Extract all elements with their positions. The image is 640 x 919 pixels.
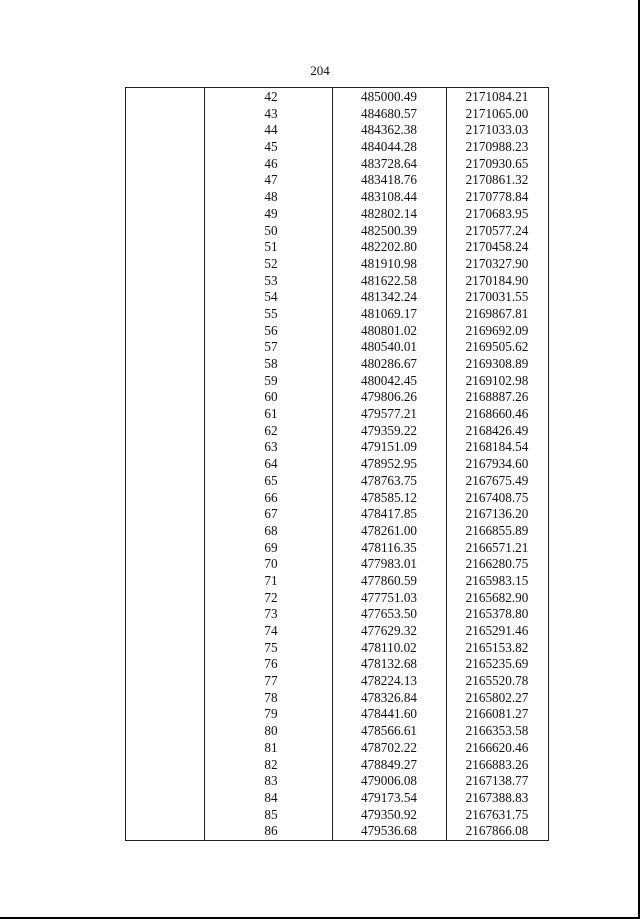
x-coordinate: 479359.22: [360, 422, 418, 438]
point-number: 79: [264, 706, 278, 722]
y-coordinate: 2167866.08: [465, 823, 529, 839]
point-number: 46: [264, 155, 278, 171]
x-coordinate: 482500.39: [360, 222, 418, 238]
table-row: [126, 439, 548, 456]
x-coordinate: 478585.12: [360, 489, 418, 505]
y-coordinate: 2170184.90: [465, 272, 529, 288]
y-coordinate: 2167675.49: [465, 472, 529, 488]
coordinates-table: [125, 87, 549, 841]
y-coordinate: 2169308.89: [465, 356, 529, 371]
point-number: 75: [264, 639, 278, 655]
table-row: [126, 640, 548, 657]
y-coordinate: 2167408.75: [465, 489, 529, 505]
x-coordinate: 478224.13: [360, 673, 418, 689]
point-number: 64: [264, 456, 278, 472]
table-row: [126, 706, 548, 723]
y-coordinate: 2168184.54: [465, 439, 529, 455]
page-number: 204: [310, 63, 330, 78]
table-row: [126, 89, 548, 106]
table-row: [126, 807, 548, 824]
point-number: 66: [264, 489, 278, 505]
y-coordinate: 2168660.46: [465, 406, 529, 422]
y-coordinate: 2165235.69: [465, 656, 529, 672]
table-row: [126, 656, 548, 673]
y-coordinate: 2170778.84: [465, 189, 529, 205]
point-number: 61: [264, 406, 278, 422]
x-coordinate: 479173.54: [360, 789, 418, 805]
x-coordinate: 478417.85: [360, 506, 418, 522]
y-coordinate: 2169102.98: [465, 372, 529, 388]
table-row: [126, 273, 548, 290]
table-row: [126, 573, 548, 590]
point-number: 83: [264, 773, 278, 789]
y-coordinate: 2171033.03: [465, 122, 529, 138]
table-row: [126, 356, 548, 373]
y-coordinate: 2167388.83: [465, 789, 529, 805]
x-coordinate: 484680.57: [360, 105, 418, 121]
table-row: [126, 339, 548, 356]
y-coordinate: 2169867.81: [465, 305, 529, 321]
point-number: 58: [264, 356, 278, 371]
y-coordinate: 2170327.90: [465, 255, 529, 271]
point-number: 80: [264, 723, 278, 739]
y-coordinate: 2166571.21: [465, 539, 529, 555]
table-row: [126, 289, 548, 306]
y-coordinate: 2165520.78: [465, 673, 529, 689]
y-coordinate: 2165682.90: [465, 589, 529, 605]
y-coordinate: 2167631.75: [465, 806, 529, 822]
point-number: 65: [264, 472, 278, 488]
x-coordinate: 482202.80: [360, 239, 418, 255]
point-number: 73: [264, 606, 278, 622]
table-row: [126, 590, 548, 607]
y-coordinate: 2168426.49: [465, 422, 529, 438]
point-number: 68: [264, 522, 278, 538]
table-row: [126, 556, 548, 573]
point-number: 77: [264, 673, 278, 689]
y-coordinate: 2166353.58: [465, 723, 529, 739]
table-row: [126, 189, 548, 206]
x-coordinate: 484362.38: [360, 122, 418, 138]
x-coordinate: 477983.01: [360, 556, 418, 572]
y-coordinate: 2165153.82: [465, 639, 529, 655]
table-row: [126, 172, 548, 189]
x-coordinate: 481622.58: [360, 272, 418, 288]
x-coordinate: 477653.50: [360, 606, 418, 622]
y-coordinate: 2170031.55: [465, 289, 529, 305]
y-coordinate: 2165983.15: [465, 572, 529, 588]
y-coordinate: 2170930.65: [465, 155, 529, 171]
table-row: [126, 373, 548, 390]
point-number: 85: [264, 806, 278, 822]
table-row: [126, 323, 548, 340]
y-coordinate: 2167934.60: [465, 456, 529, 472]
table-row: [126, 757, 548, 774]
point-number: 76: [264, 656, 278, 672]
table-row: [126, 306, 548, 323]
point-number: 78: [264, 689, 278, 705]
x-coordinate: 479577.21: [360, 406, 418, 422]
x-coordinate: 483108.44: [360, 189, 418, 205]
x-coordinate: 478110.02: [361, 639, 417, 655]
point-number: 84: [264, 789, 278, 805]
table-row: [126, 540, 548, 557]
x-coordinate: 478702.22: [360, 739, 418, 755]
point-number: 81: [264, 739, 278, 755]
x-coordinate: 478326.84: [360, 689, 418, 705]
x-coordinate: 480286.67: [360, 356, 418, 371]
y-coordinate: 2167138.77: [465, 773, 529, 789]
y-coordinate: 2166855.89: [465, 522, 529, 538]
x-coordinate: 481069.17: [360, 305, 418, 321]
table-row: [126, 256, 548, 273]
x-coordinate: 481342.24: [360, 289, 418, 305]
table-row: [126, 239, 548, 256]
point-number: 45: [264, 139, 278, 155]
point-number: 47: [264, 172, 278, 188]
point-number: 48: [264, 189, 278, 205]
x-coordinate: 485000.49: [360, 89, 418, 104]
table-row: [126, 406, 548, 423]
point-number: 67: [264, 506, 278, 522]
point-number: 63: [264, 439, 278, 455]
point-number: 62: [264, 422, 278, 438]
point-number: 71: [264, 572, 278, 588]
y-coordinate: 2166620.46: [465, 739, 529, 755]
x-coordinate: 483728.64: [360, 155, 418, 171]
x-coordinate: 478952.95: [360, 456, 418, 472]
table-row: [126, 523, 548, 540]
table-row: [126, 206, 548, 223]
point-number: 52: [264, 255, 278, 271]
x-coordinate: 484044.28: [360, 139, 418, 155]
table-row: [126, 690, 548, 707]
point-number: 53: [264, 272, 278, 288]
x-coordinate: 480801.02: [360, 322, 418, 338]
point-number: 70: [264, 556, 278, 572]
table-row: [126, 790, 548, 807]
x-coordinate: 479151.09: [360, 439, 418, 455]
table-row: [126, 139, 548, 156]
point-number: 82: [264, 756, 278, 772]
point-number: 50: [264, 222, 278, 238]
table-row: [126, 389, 548, 406]
table-row: [126, 456, 548, 473]
y-coordinate: 2169505.62: [465, 339, 529, 355]
table-body: [126, 89, 548, 840]
table-row: [126, 106, 548, 123]
table-row: [126, 673, 548, 690]
x-coordinate: 481910.98: [360, 255, 418, 271]
y-coordinate: 2170683.95: [465, 205, 529, 221]
point-number: 42: [264, 89, 278, 104]
point-number: 86: [264, 823, 278, 839]
table-row: [126, 423, 548, 440]
point-number: 60: [264, 389, 278, 405]
x-coordinate: 477629.32: [360, 623, 418, 638]
y-coordinate: 2170861.32: [465, 172, 529, 188]
y-coordinate: 2169692.09: [465, 322, 529, 338]
y-coordinate: 2165291.46: [465, 623, 529, 638]
point-number: 44: [264, 122, 278, 138]
y-coordinate: 2168887.26: [465, 389, 529, 405]
point-number: 51: [264, 239, 278, 255]
y-coordinate: 2171065.00: [465, 105, 529, 121]
y-coordinate: 2171084.21: [465, 89, 529, 104]
x-coordinate: 479350.92: [360, 806, 418, 822]
table-row: [126, 606, 548, 623]
point-number: 59: [264, 372, 278, 388]
table-row: [126, 723, 548, 740]
x-coordinate: 478261.00: [360, 522, 418, 538]
table-row: [126, 223, 548, 240]
x-coordinate: 483418.76: [360, 172, 418, 188]
x-coordinate: 479806.26: [360, 389, 418, 405]
point-number: 72: [264, 589, 278, 605]
point-number: 69: [264, 539, 278, 555]
table-row: [126, 122, 548, 139]
table-row: [126, 473, 548, 490]
table-row: [126, 823, 548, 840]
x-coordinate: 480540.01: [360, 339, 418, 355]
table-row: [126, 740, 548, 757]
y-coordinate: 2166081.27: [465, 706, 529, 722]
y-coordinate: 2170458.24: [465, 239, 529, 255]
point-number: 74: [264, 623, 278, 638]
x-coordinate: 477751.03: [360, 589, 418, 605]
y-coordinate: 2167136.20: [465, 506, 529, 522]
point-number: 49: [264, 205, 278, 221]
table-row: [126, 773, 548, 790]
x-coordinate: 478116.35: [361, 539, 417, 555]
y-coordinate: 2170577.24: [465, 222, 529, 238]
point-number: 54: [264, 289, 278, 305]
y-coordinate: 2165802.27: [465, 689, 529, 705]
table-row: [126, 156, 548, 173]
table-row: [126, 506, 548, 523]
table-row: [126, 490, 548, 507]
x-coordinate: 478849.27: [360, 756, 418, 772]
y-coordinate: 2170988.23: [465, 139, 529, 155]
y-coordinate: 2166280.75: [465, 556, 529, 572]
x-coordinate: 480042.45: [360, 372, 418, 388]
x-coordinate: 479006.08: [360, 773, 418, 789]
x-coordinate: 478132.68: [360, 656, 418, 672]
point-number: 57: [264, 339, 278, 355]
x-coordinate: 478763.75: [360, 472, 418, 488]
y-coordinate: 2166883.26: [465, 756, 529, 772]
x-coordinate: 478441.60: [360, 706, 418, 722]
table-row: [126, 623, 548, 640]
x-coordinate: 478566.61: [360, 723, 418, 739]
y-coordinate: 2165378.80: [465, 606, 529, 622]
point-number: 55: [264, 305, 278, 321]
x-coordinate: 482802.14: [360, 205, 418, 221]
point-number: 56: [264, 322, 278, 338]
x-coordinate: 479536.68: [360, 823, 418, 839]
x-coordinate: 477860.59: [360, 572, 418, 588]
point-number: 43: [264, 105, 278, 121]
